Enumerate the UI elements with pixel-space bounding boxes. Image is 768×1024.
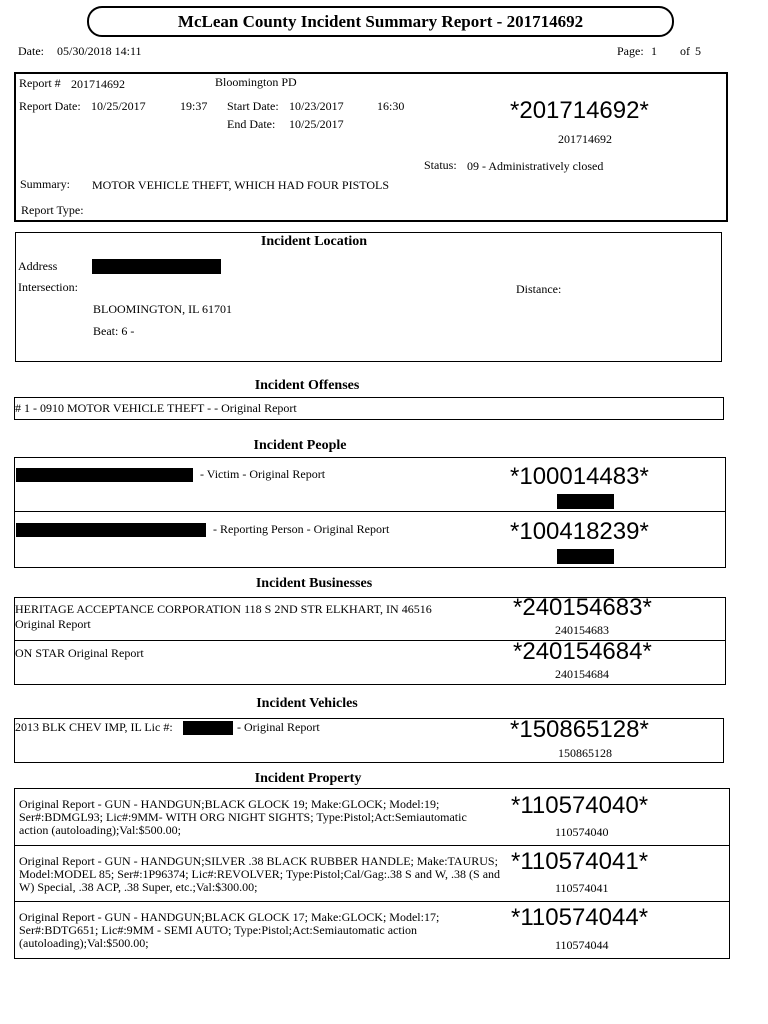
property-3-text: Original Report - GUN - HANDGUN;BLACK GLOCK 17; Make:GLOCK; Model:17; Ser#:BDTG651; Lic#:9MM - SEMI AUTO; Type:Pistol;Act:Semiautomatic action (autoloading);Val:$500.00;	[19, 910, 440, 950]
report-title: McLean County Incident Summary Report - 201714692	[87, 6, 674, 37]
start-date-label: Start Date:	[227, 99, 279, 113]
vehicle-desc: 2013 BLK CHEV IMP, IL Lic #:	[15, 720, 173, 734]
agency: Bloomington PD	[215, 75, 297, 89]
page-label: Page:	[617, 44, 644, 58]
page-total: 5	[695, 44, 701, 58]
status-value: 09 - Administratively closed	[467, 159, 604, 173]
location-heading: Incident Location	[260, 234, 368, 249]
victim-barcode: *100014483*	[510, 463, 649, 490]
people-heading: Incident People	[253, 438, 347, 453]
start-time: 16:30	[377, 99, 405, 113]
date-value: 05/30/2018 14:11	[57, 44, 142, 58]
property-1-barcode-text: 110574040	[555, 825, 609, 839]
business-1-line1: HERITAGE ACCEPTANCE CORPORATION 118 S 2ND STR ELKHART, IN 46516	[15, 602, 432, 616]
vehicle-barcode-text: 150865128	[558, 746, 612, 760]
reporter-role: - Reporting Person - Original Report	[213, 522, 390, 536]
report-no-label: Report #	[19, 76, 61, 90]
report-barcode: *201714692*	[510, 97, 649, 124]
report-box	[14, 72, 728, 222]
vehicle-barcode: *150865128*	[510, 716, 649, 743]
business-2-barcode-text: 240154684	[555, 667, 609, 681]
address-label: Address	[18, 259, 58, 273]
vehicle-suffix: - Original Report	[237, 720, 320, 734]
property-divider-2	[14, 901, 730, 902]
businesses-heading: Incident Businesses	[255, 576, 373, 591]
reporter-id-redaction	[557, 549, 614, 564]
vehicles-heading: Incident Vehicles	[256, 696, 358, 711]
reporter-name-redaction	[16, 523, 206, 537]
business-1-barcode-text: 240154683	[555, 623, 609, 637]
offenses-heading: Incident Offenses	[254, 378, 360, 393]
summary-label: Summary:	[20, 177, 70, 191]
of-label: of	[680, 44, 690, 58]
summary-value: MOTOR VEHICLE THEFT, WHICH HAD FOUR PISTOLS	[92, 178, 390, 192]
city-state-zip: BLOOMINGTON, IL 61701	[93, 302, 232, 316]
people-divider	[14, 511, 726, 512]
victim-id-redaction	[557, 494, 614, 509]
property-1-barcode: *110574040*	[511, 792, 649, 819]
property-1-text: Original Report - GUN - HANDGUN;BLACK GLOCK 19; Make:GLOCK; Model:19; Ser#:BDMGL93; Lic#:9MM- WITH ORG NIGHT SIGHTS; Type:Pistol;Act:Semiautomatic action (autoloading);Val:$500.00;	[19, 797, 467, 837]
vehicle-plate-redaction	[183, 721, 233, 735]
business-2-barcode: *240154684*	[513, 638, 652, 665]
property-3-barcode: *110574044*	[511, 904, 649, 931]
report-barcode-text: 201714692	[558, 132, 612, 146]
report-type-label: Report Type:	[21, 203, 84, 217]
property-3-barcode-text: 110574044	[555, 938, 609, 952]
intersection-label: Intersection:	[18, 280, 78, 294]
beat: Beat: 6 -	[93, 324, 135, 338]
property-2-text: Original Report - GUN - HANDGUN;SILVER .38 BLACK RUBBER HANDLE; Make:TAURUS; Model:MODEL 85; Ser#:1P96374; Lic#:REVOLVER; Type:Pistol;Cal/Gag:.38 S and W, .38 (S and W) Special, .38 ACP, .38 Super, etc.;Val:$300.00;	[19, 854, 501, 894]
status-label: Status:	[424, 158, 457, 172]
report-time: 19:37	[180, 99, 208, 113]
victim-role: - Victim - Original Report	[200, 467, 326, 481]
report-no: 201714692	[71, 77, 125, 91]
business-1-barcode: *240154683*	[513, 594, 652, 621]
offense-item: # 1 - 0910 MOTOR VEHICLE THEFT - - Original Report	[15, 401, 297, 415]
end-date: 10/25/2017	[289, 117, 344, 131]
start-date: 10/23/2017	[289, 99, 344, 113]
page-number: 1	[651, 44, 657, 58]
property-divider-1	[14, 845, 730, 846]
distance-label: Distance:	[516, 282, 562, 296]
location-box	[15, 232, 722, 362]
victim-name-redaction	[16, 468, 193, 482]
property-2-barcode: *110574041*	[511, 848, 649, 875]
business-2-line1: ON STAR Original Report	[15, 646, 144, 660]
report-date-label: Report Date:	[19, 99, 81, 113]
address-redaction	[92, 259, 221, 274]
business-1-line2: Original Report	[15, 617, 91, 631]
property-heading: Incident Property	[254, 771, 362, 786]
end-date-label: End Date:	[227, 117, 276, 131]
date-label: Date:	[18, 44, 44, 58]
reporter-barcode: *100418239*	[510, 518, 649, 545]
report-date: 10/25/2017	[91, 99, 146, 113]
property-2-barcode-text: 110574041	[555, 881, 609, 895]
